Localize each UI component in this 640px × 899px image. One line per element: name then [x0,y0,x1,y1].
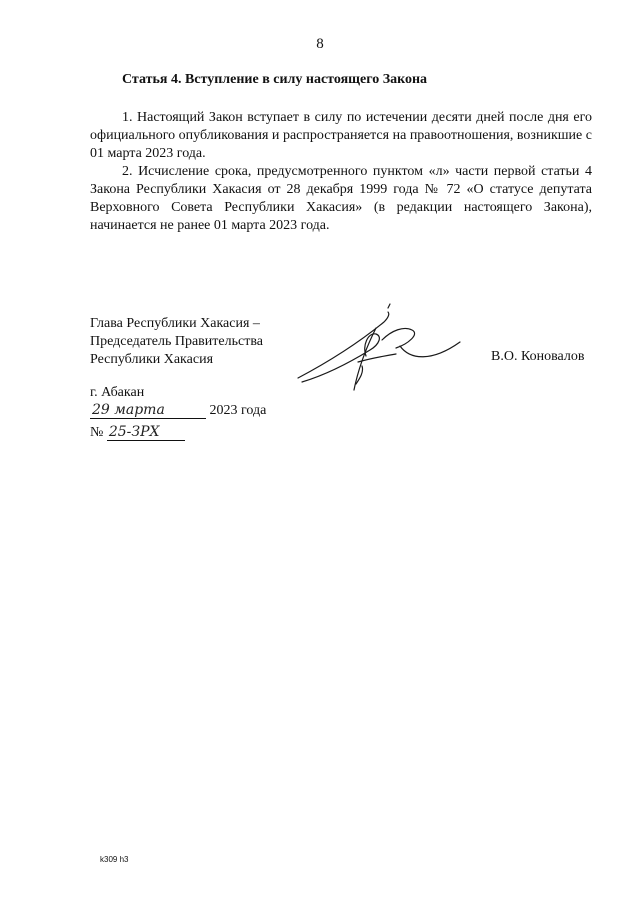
handwritten-number: 25-ЗРХ [107,424,185,441]
law-number [90,424,185,441]
page-number: 8 [316,36,324,52]
number-sign: № [90,425,104,440]
place: г. Абакан [90,385,145,400]
article-body [90,109,592,235]
footer-code: k309 h3 [100,855,129,864]
paragraph-2: 2. Исчисление срока, предусмотренного пунктом «л» части первой статьи 4 Закона Республики Хакасия от 28 декабря 1999 года № 72 «О статусе депутата Верховного Совета Республики Хакасия» (в редакции настоящего Закона), начинается не ранее 01 марта 2023 года. [90,164,592,233]
signatory-title-line-1: Глава Республики Хакасия – [90,316,260,331]
article-heading: Статья 4. Вступление в силу настоящего Закона [122,72,428,87]
signatory-title-line-3: Республики Хакасия [90,352,214,367]
paragraph-1: 1. Настоящий Закон вступает в силу по истечении десяти дней после дня его официального опубликования и распространяется на правоотношения, возникшие с 01 марта 2023 года. [90,110,592,161]
signing-date [90,402,266,419]
handwritten-signature [292,300,472,400]
signatory-title-line-2: Председатель Правительства [90,334,263,349]
handwritten-date: 29 марта [90,402,206,419]
signatory-title [90,315,263,369]
date-year: 2023 года [209,403,267,418]
signatory-name: В.О. Коновалов [491,349,585,364]
